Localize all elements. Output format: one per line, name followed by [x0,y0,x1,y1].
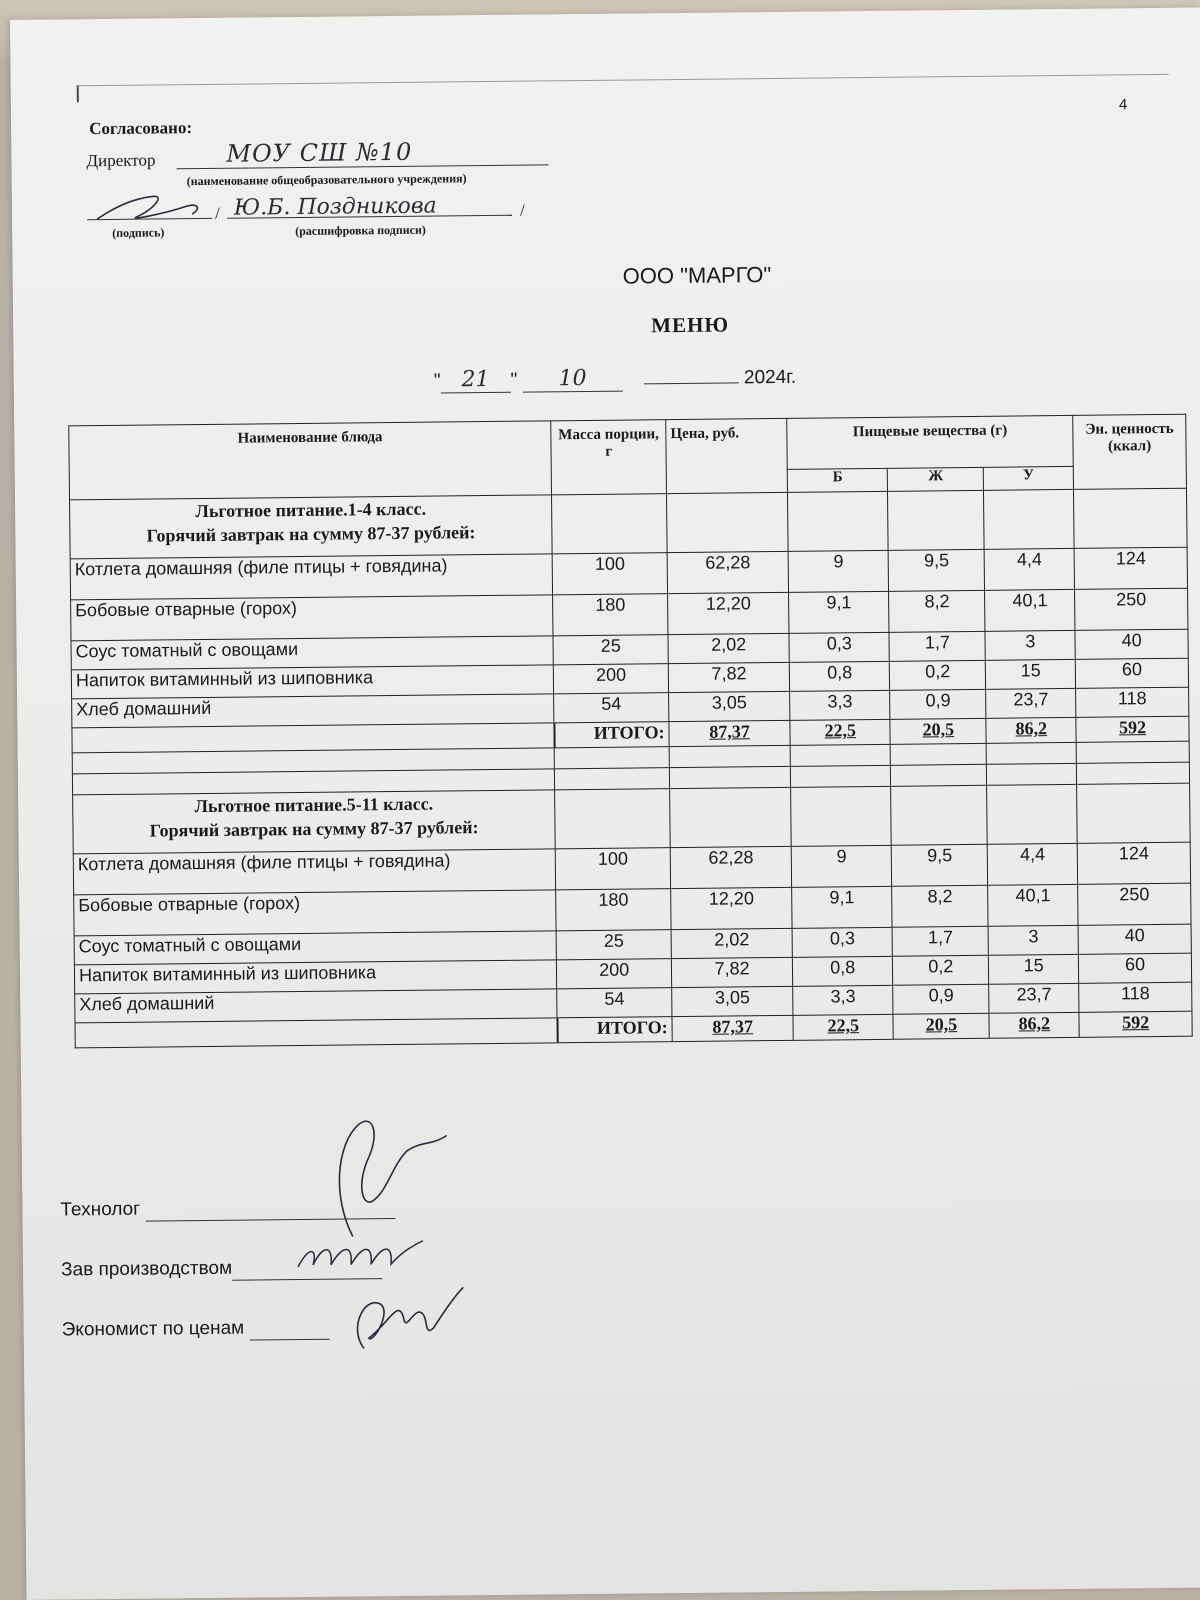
dish-name: Напиток витаминный из шиповника [74,960,557,994]
blank-cell [1076,741,1189,763]
dish-b: 0,3 [792,927,893,957]
blank-cell [555,768,670,790]
dish-price: 12,20 [668,592,790,634]
dish-name: Бобовые отварные (горох) [71,595,554,641]
dish-kcal: 250 [1078,883,1191,925]
empty-cell [788,491,889,551]
dish-u: 3 [988,925,1078,955]
dish-b: 9,1 [792,886,893,928]
total-label: ИТОГО: [557,1017,672,1043]
dish-u: 23,7 [989,983,1079,1013]
empty-cell [891,785,988,845]
price-economist-label: Экономист по ценам [61,1317,245,1341]
total-empty-cell [75,1018,558,1048]
total-u: 86,2 [986,717,1076,743]
dish-b: 0,3 [789,632,890,662]
dish-b: 9 [791,845,892,887]
director-signature-icon [92,188,212,229]
header-mass: Масса порции, г [551,420,667,495]
date-year: 2024г. [743,366,797,389]
total-price: 87,37 [672,1015,793,1041]
dish-zh: 9,5 [888,549,984,591]
dish-zh: 0,2 [890,660,986,690]
blank-cell [1077,762,1190,784]
empty-cell [1074,488,1187,548]
dish-kcal: 118 [1079,982,1192,1012]
total-label: ИТОГО: [554,722,669,748]
dish-kcal: 40 [1075,629,1188,659]
total-price: 87,37 [669,720,790,746]
dish-price: 3,05 [669,691,790,721]
blank-cell [987,763,1077,785]
dish-name: Хлеб домашний [75,989,558,1023]
total-kcal: 592 [1079,1011,1192,1037]
dish-mass: 200 [554,664,669,694]
total-u: 86,2 [989,1012,1079,1038]
director-handwriting: МОУ СШ №10 [226,137,413,168]
price-economist-sign [62,1317,330,1343]
total-zh: 20,5 [890,718,986,744]
header-energy: Эн. ценность (ккал) [1073,414,1187,489]
section-title [73,790,556,854]
total-zh: 20,5 [893,1013,989,1039]
dish-zh: 0,9 [890,689,986,719]
slash-left: / [214,203,220,223]
menu-date [434,364,797,394]
dish-zh: 0,9 [893,984,989,1014]
dish-b: 0,8 [789,661,890,691]
blank-cell [669,745,790,767]
dish-b: 9 [788,550,889,592]
dish-b: 3,3 [793,985,894,1015]
dish-name: Котлета домашняя (филе птицы + говядина) [73,849,556,895]
header-carbs: У [984,466,1074,490]
menu-title: МЕНЮ [651,312,730,338]
dish-price: 2,02 [668,633,789,663]
dish-mass: 25 [556,930,671,960]
page-number: 4 [1118,96,1128,114]
blank-cell [669,766,790,788]
dish-name: Хлеб домашний [72,694,555,728]
dish-name: Котлета домашняя (филе птицы + говядина) [70,554,553,600]
section-title [70,495,553,559]
empty-cell [888,490,985,550]
decryption-handwriting: Ю.Б. Поздникова [233,193,437,221]
empty-cell [984,489,1074,549]
dish-kcal: 60 [1075,658,1188,688]
dish-mass: 180 [556,889,671,931]
empty-cell [987,784,1077,844]
dish-u: 40,1 [985,589,1075,631]
production-head-signature-icon [293,1236,433,1277]
dish-name: Соус томатный с овощами [74,931,557,965]
dish-price: 2,02 [671,928,792,958]
economist-signature-icon [343,1277,474,1358]
dish-name: Бобовые отварные (горох) [74,890,557,936]
menu-table [68,414,1192,1049]
technologist-label: Технолог [60,1198,141,1221]
dish-u: 15 [989,954,1079,984]
date-close-quote: " [510,369,518,391]
dish-kcal: 40 [1078,924,1191,954]
dish-name: Напиток витаминный из шиповника [71,665,554,699]
dish-zh: 1,7 [892,926,988,956]
empty-cell [791,786,892,846]
dish-u: 4,4 [988,843,1078,885]
dish-u: 40,1 [988,884,1078,926]
dish-b: 0,8 [793,956,894,986]
dish-mass: 54 [557,988,672,1018]
dish-price: 7,82 [668,662,789,692]
blank-cell [554,747,669,769]
dish-kcal: 124 [1077,842,1190,884]
decryption-caption: (расшифровка подписи) [295,222,426,239]
dish-b: 9,1 [789,591,890,633]
company-name: ООО "МАРГО" [622,262,772,289]
header-nutrients: Пищевые вещества (г) [787,415,1074,469]
dish-price: 62,28 [670,846,792,888]
dish-name: Соус томатный с овощами [71,636,554,670]
section-title-line2: Горячий завтрак на сумму 87-37 рублей: [149,817,479,841]
production-head-label: Зав производством [60,1257,233,1281]
date-open-quote: " [433,370,441,392]
dish-zh: 0,2 [893,955,989,985]
total-b: 22,5 [790,719,890,745]
dish-price: 7,82 [671,957,792,987]
empty-cell [1077,783,1190,843]
dish-kcal: 60 [1079,953,1192,983]
dish-mass: 100 [555,848,670,890]
dish-price: 12,20 [671,887,793,929]
org-caption: (наименование общеобразовательного учреждения) [186,171,467,189]
blank-cell [891,743,987,765]
dish-mass: 25 [553,635,668,665]
blank-cell [987,742,1077,764]
section-title-line2: Горячий завтрак на сумму 87-37 рублей: [146,522,476,546]
section-title-line1: Льготное питание.1-4 класс. [195,498,427,522]
header-price: Цена, руб. [666,418,788,493]
blank-cell [790,744,890,766]
signature-caption: (подпись) [112,225,165,240]
header-protein: Б [787,468,887,492]
section-title-line1: Льготное питание.5-11 класс. [194,793,434,817]
dish-price: 62,28 [667,551,789,593]
dish-zh: 8,2 [892,885,988,927]
dish-mass: 54 [554,693,669,723]
empty-cell [667,492,789,552]
menu-document [10,8,1200,1600]
dish-kcal: 124 [1074,547,1187,589]
dish-mass: 100 [552,553,667,595]
director-label: Директор [86,150,156,171]
dish-kcal: 118 [1076,687,1189,717]
dish-u: 4,4 [985,548,1075,590]
technologist-signature-icon [311,1105,462,1247]
slash-right: / [519,200,525,220]
dish-mass: 180 [553,594,668,636]
dish-price: 3,05 [672,986,793,1016]
dish-u: 15 [986,659,1076,689]
agreed-label: Согласовано: [89,118,193,139]
dish-u: 23,7 [986,688,1076,718]
empty-cell [552,494,667,554]
dish-b: 3,3 [790,690,891,720]
blank-cell [791,765,891,787]
dish-mass: 200 [557,959,672,989]
dish-kcal: 250 [1075,588,1188,630]
header-fat: Ж [888,467,984,491]
total-kcal: 592 [1076,716,1189,742]
empty-cell [555,789,670,849]
dish-zh: 1,7 [889,631,985,661]
blank-cell [891,764,987,786]
dish-zh: 9,5 [892,844,988,886]
date-month: 10 [558,365,587,392]
empty-cell [670,787,792,847]
dish-zh: 8,2 [889,590,985,632]
header-name: Наименование блюда [69,421,552,500]
total-b: 22,5 [793,1014,893,1040]
dish-u: 3 [985,630,1075,660]
header-margin-line [77,74,1169,102]
date-day: 21 [461,366,490,393]
